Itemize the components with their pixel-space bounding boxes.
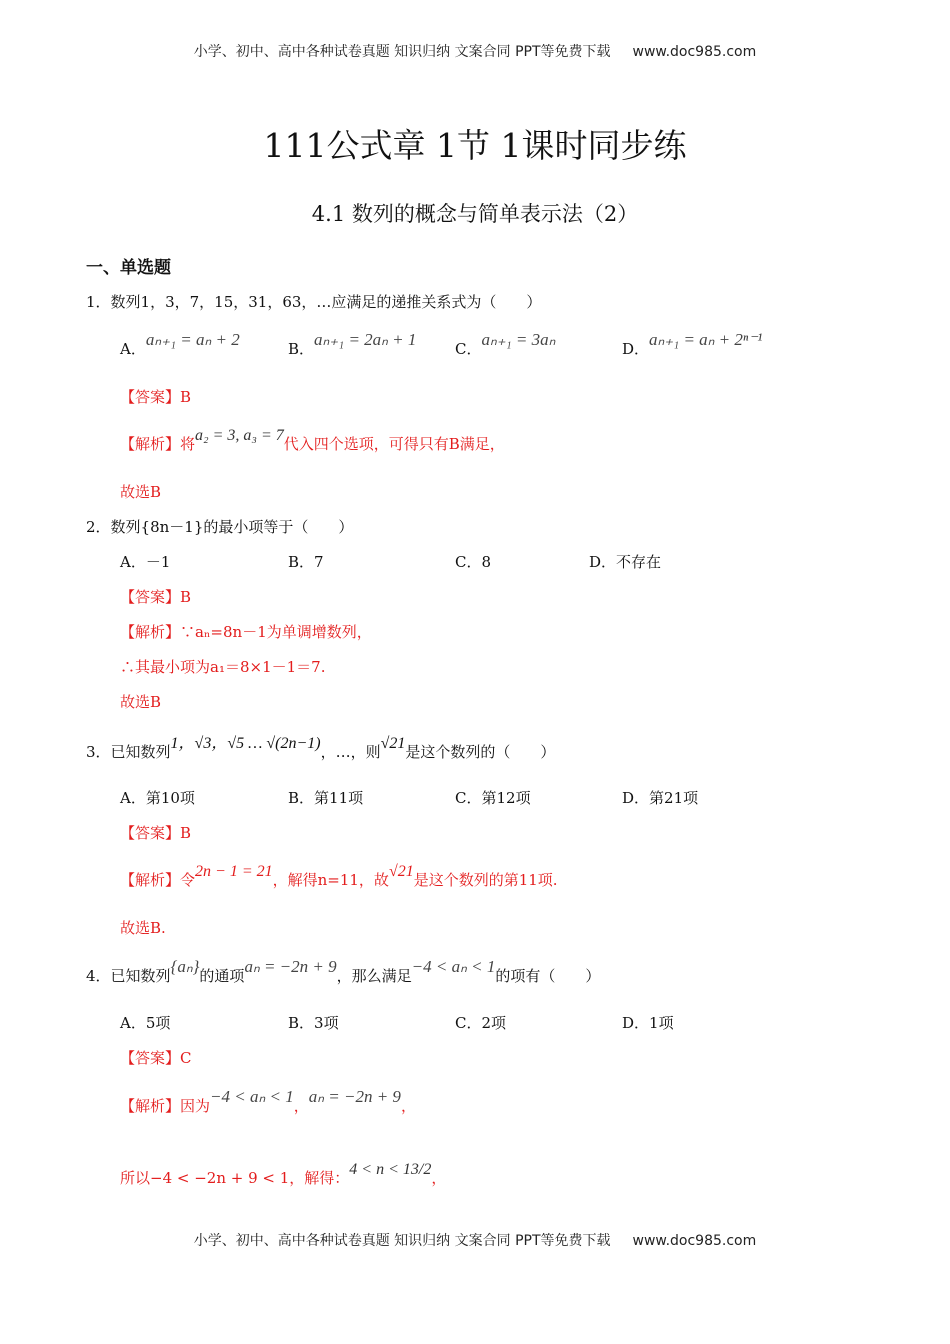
page-header	[0, 41, 950, 61]
q3-option-a[interactable]: A．第10项	[120, 789, 195, 807]
q3-option-b[interactable]: B．第11项	[288, 789, 364, 807]
q4-analysis-line2: 所以−4 < −2n + 9 < 1，解得：4 < n < 13/2，	[120, 1161, 447, 1187]
footer-text: 小学、初中、高中各种试卷真题 知识归纳 文案合同 PPT等免费下载	[193, 1233, 611, 1249]
q3-conclusion: 故选B.	[120, 919, 166, 937]
q3-analysis: 【解析】令2n − 1 = 21，解得n=11，故√21是这个数列的第11项.	[120, 863, 558, 889]
q2-analysis: 【解析】∵aₙ=8n－1为单调增数列，	[120, 623, 372, 641]
question-2-stem: 2．数列{8n－1}的最小项等于（ ）	[86, 518, 354, 536]
q4-option-c[interactable]: C．2项	[455, 1014, 507, 1032]
section-heading: 一、单选题	[86, 258, 171, 278]
q3-option-c[interactable]: C．第12项	[455, 789, 531, 807]
header-text: 小学、初中、高中各种试卷真题 知识归纳 文案合同 PPT等免费下载	[193, 44, 611, 60]
q1-option-b[interactable]: B．aₙ₊₁ = 2aₙ + 1	[288, 330, 417, 358]
question-1-stem: 1．数列1，3，7，15，31，63，…应满足的递推关系式为（ ）	[86, 293, 542, 311]
header-url[interactable]: www.doc985.com	[632, 44, 757, 60]
q1-conclusion: 故选B	[120, 483, 162, 501]
q2-analysis-line2: ∴其最小项为a₁＝8×1－1＝7.	[120, 658, 326, 676]
question-3-stem: 3．已知数列1，√3，√5 … √(2n−1)，…，则√21是这个数列的（ ）	[86, 735, 556, 761]
q2-option-a[interactable]: A．－1	[120, 553, 171, 571]
q4-option-b[interactable]: B．3项	[288, 1014, 339, 1032]
page-title: 111公式章 1节 1课时同步练	[263, 126, 687, 165]
q4-answer: 【答案】C	[120, 1049, 192, 1067]
q2-conclusion: 故选B	[120, 693, 162, 711]
q4-option-a[interactable]: A．5项	[120, 1014, 171, 1032]
q2-option-d[interactable]: D．不存在	[589, 553, 662, 571]
q1-option-d[interactable]: D．aₙ₊₁ = aₙ + 2ⁿ⁻¹	[622, 330, 763, 358]
q2-option-b[interactable]: B．7	[288, 553, 324, 571]
q3-option-d[interactable]: D．第21项	[622, 789, 699, 807]
question-4-stem: 4．已知数列{aₙ}的通项aₙ = −2n + 9，那么满足−4 < aₙ < 1的项有（ ）	[86, 957, 601, 985]
q1-analysis: 【解析】将a₂ = 3, a₃ = 7代入四个选项，可得只有B满足，	[120, 427, 505, 453]
q3-answer: 【答案】B	[120, 824, 192, 842]
q1-option-c[interactable]: C．aₙ₊₁ = 3aₙ	[455, 330, 556, 358]
page-footer	[0, 1230, 950, 1250]
q4-analysis: 【解析】因为−4 < aₙ < 1，aₙ = −2n + 9，	[120, 1087, 416, 1115]
page-subtitle: 4.1 数列的概念与简单表示法（2）	[311, 202, 639, 226]
q1-answer: 【答案】B	[120, 388, 192, 406]
q4-option-d[interactable]: D．1项	[622, 1014, 674, 1032]
footer-url[interactable]: www.doc985.com	[632, 1233, 757, 1249]
q1-option-a[interactable]: A．aₙ₊₁ = aₙ + 2	[120, 330, 240, 358]
q2-answer: 【答案】B	[120, 588, 192, 606]
q2-option-c[interactable]: C．8	[455, 553, 492, 571]
